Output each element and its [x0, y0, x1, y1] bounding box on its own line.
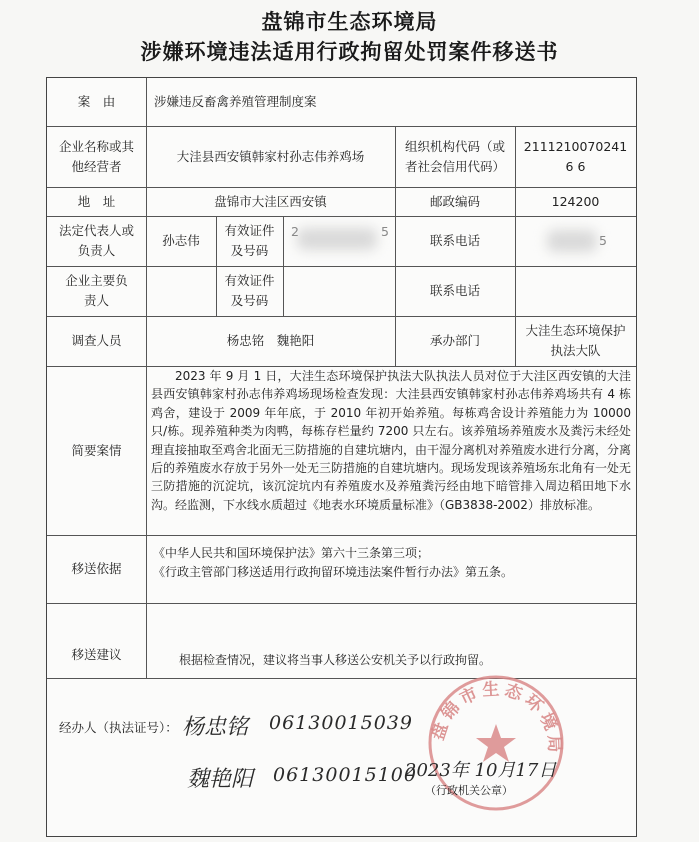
- manager-label: 企业主要负责人: [65, 273, 128, 308]
- handler-label: 经办人（执法证号）：: [59, 720, 178, 735]
- seal-note: （行政机关公章）: [425, 784, 513, 797]
- dept-label: 承办部门: [429, 333, 480, 348]
- basis-line-2: 《行政主管部门移送适用行政拘留环境违法案件暂行办法》第五条。: [153, 565, 514, 579]
- handler-1-signature: 杨忠铭: [182, 715, 249, 740]
- basis-line-1: 《中华人民共和国环境保护法》第六十三条第三项；: [153, 546, 430, 560]
- orgcode-value: 21112100702416 6: [523, 138, 628, 174]
- orgcode-label: 组织机构代码（或者社会信用代码）: [404, 138, 505, 174]
- postal-label: 邮政编码: [429, 193, 480, 209]
- transfer-form: [46, 77, 637, 837]
- handler-2-number: 06130015100: [273, 764, 417, 786]
- summary-label: 简要案情: [71, 442, 122, 458]
- org-title: 盘锦市生态环境局: [261, 10, 438, 34]
- address-value: 盘锦市大洼区西安镇: [214, 193, 327, 209]
- summary-text: 2023 年 9 月 1 日，大洼生态环境保护执法大队执法人员对位于大洼区西安镇的大洼县西安镇韩家村孙志伟养鸡场现场检查发现：大洼县西安镇韩家村孙志伟养鸡场共有 4 栋鸡舍，建设于 2009 年年底，于 2010 年初开始养殖。每栋鸡舍设计养殖能力为 10000 只/栋。现养殖种类为肉鸭，每栋存栏量约 7200 只左右。该养殖场养殖废水及粪污未经处理直接抽取至鸡舍北面无三防措施的自建坑塘内，由干湿分离机对养殖废水进行分离，分离后的养殖废水存放于另外一处无三防措施的自建坑塘内。现场发现该养殖场东北角有一处无三防措施的沉淀坑，该沉淀坑内有养殖废水及养殖粪污经由地下暗管排入周边稻田地下水沟。经监测，下水线水质超过《地表水环境质量标准》（GB3838-2002）排放标准。: [151, 369, 632, 512]
- dept-value: 大洼生态环境保护执法大队: [525, 323, 626, 358]
- legal-rep-label: 法定代表人或负责人: [58, 223, 134, 258]
- handler-2-signature: 魏艳阳: [187, 767, 254, 792]
- case-value: 涉嫌违反畜禽养殖管理制度案: [154, 94, 317, 109]
- advice-text: 根据检查情况，建议将当事人移送公安机关予以行政拘留。: [179, 653, 492, 667]
- handler-1-number: 06130015039: [269, 712, 413, 734]
- document-title: 涉嫌环境违法适用行政拘留处罚案件移送书: [140, 40, 559, 64]
- company-value: 大洼县西安镇韩家村孙志伟养鸡场: [176, 148, 365, 164]
- basis-block: [147, 544, 641, 582]
- company-label: 企业名称或其他经营者: [58, 138, 134, 174]
- redacted-id: [297, 228, 377, 250]
- legal-rep-value: 孙志伟: [162, 233, 200, 248]
- id-value-start: 2: [291, 224, 299, 239]
- phone-value-end: 5: [599, 233, 607, 248]
- investigator-value: 杨忠铭 魏艳阳: [226, 333, 315, 348]
- handwritten-date: 2023年 10月17日: [405, 760, 557, 781]
- id-label-2: 有效证件及号码: [224, 273, 275, 308]
- id-value-end: 5: [381, 224, 389, 239]
- basis-label: 移送依据: [71, 561, 122, 576]
- phone-label: 联系电话: [429, 233, 480, 248]
- investigator-label: 调查人员: [71, 333, 122, 348]
- id-label: 有效证件及号码: [224, 223, 275, 258]
- redacted-phone: [547, 230, 597, 252]
- address-label: 地 址: [77, 193, 116, 209]
- postal-value: 124200: [551, 193, 600, 209]
- seal-text: 盘锦市生态环境局: [428, 679, 565, 757]
- case-label: 案 由: [77, 94, 116, 109]
- advice-label: 移送建议: [71, 647, 122, 662]
- phone-label-2: 联系电话: [429, 283, 480, 298]
